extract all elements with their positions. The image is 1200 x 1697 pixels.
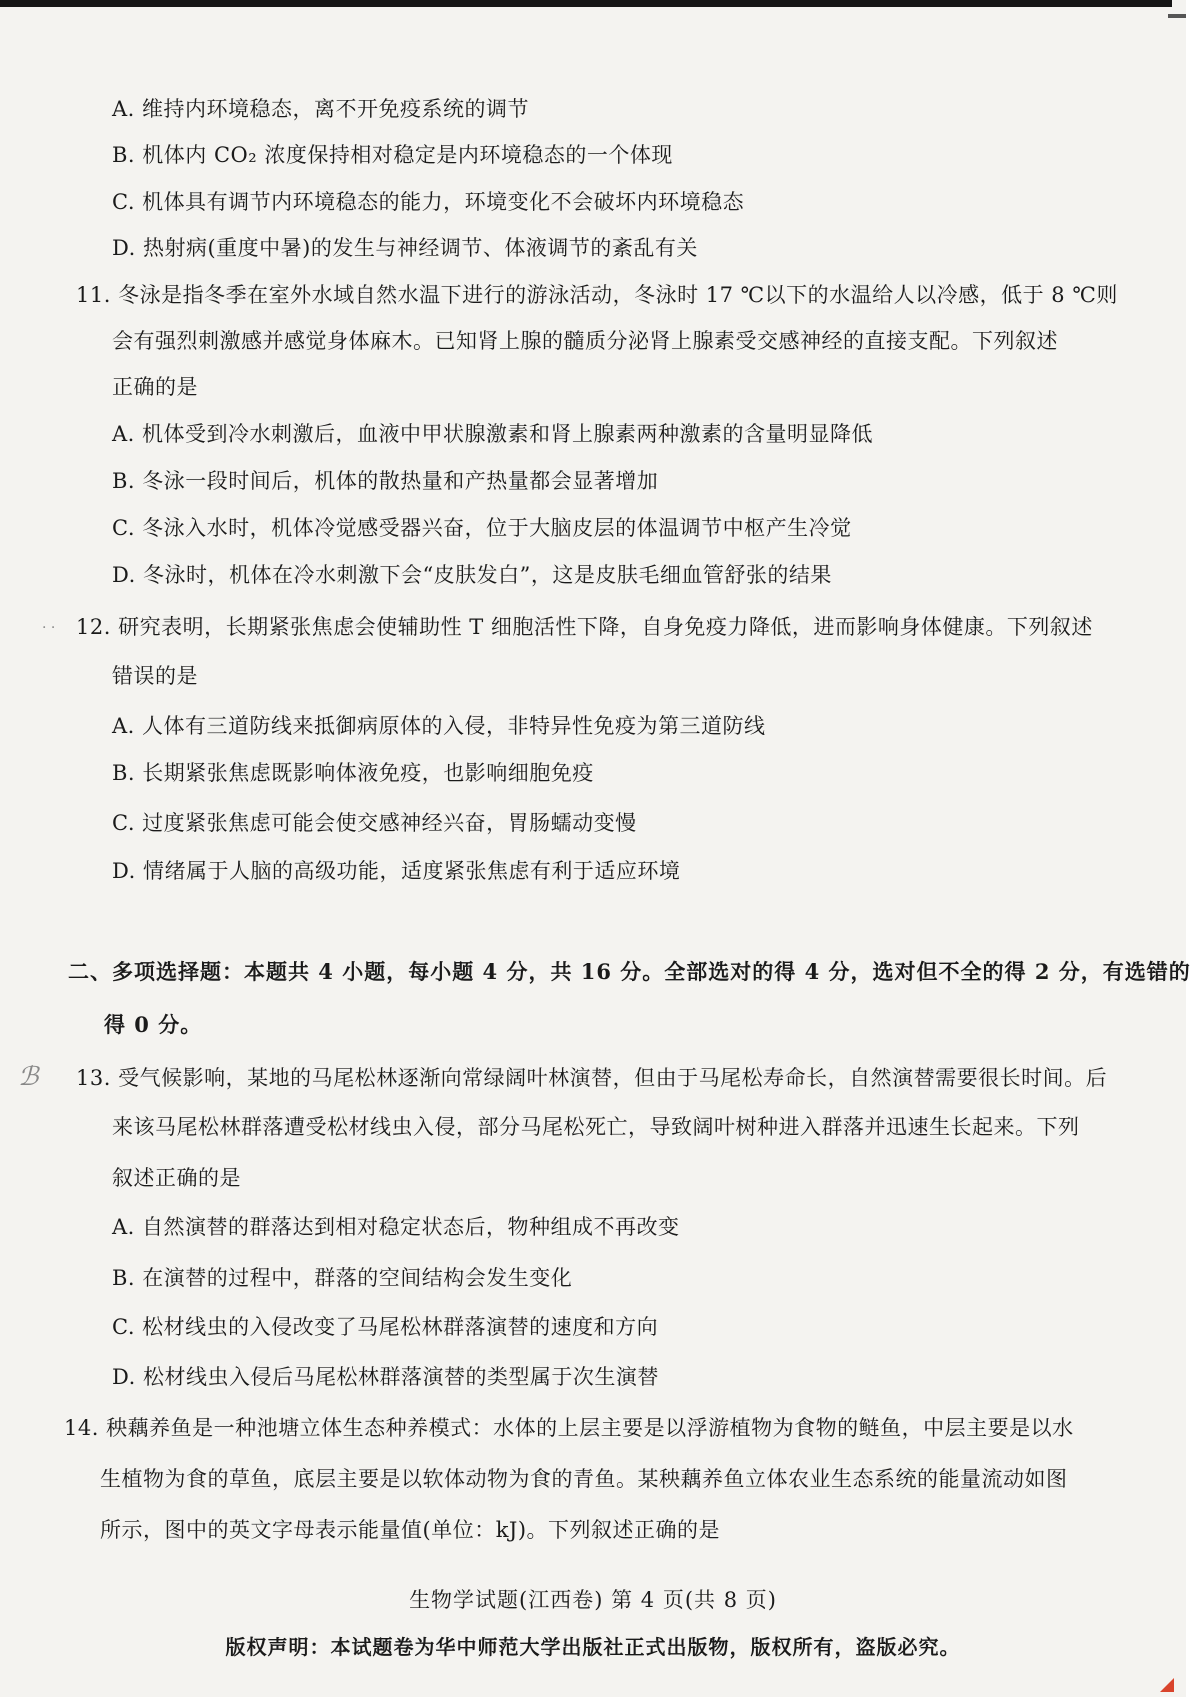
q10-option-a: A. 维持内环境稳态，离不开免疫系统的调节 xyxy=(112,97,530,121)
q12-stem-line-2: 错误的是 xyxy=(112,664,198,688)
q14-stem-line-2: 生植物为食的草鱼，底层主要是以软体动物为食的青鱼。某秧藕养鱼立体农业生态系统的能量流动如图 xyxy=(100,1467,1068,1491)
margin-handwriting-mark: ℬ xyxy=(18,1062,39,1092)
q12-option-a: A. 人体有三道防线来抵御病原体的入侵，非特异性免疫为第三道防线 xyxy=(112,714,766,738)
q10-option-c: C. 机体具有调节内环境稳态的能力，环境变化不会破坏内环境稳态 xyxy=(112,190,745,214)
q12-stem-line-1: 12. 研究表明，长期紧张焦虑会使辅助性 T 细胞活性下降，自身免疫力降低，进而影响身体健康。下列叙述 xyxy=(76,615,1093,639)
q11-stem-line-2: 会有强烈刺激感并感觉身体麻木。已知肾上腺的髓质分泌肾上腺素受交感神经的直接支配。下列叙述 xyxy=(112,329,1058,353)
q12-option-d: D. 情绪属于人脑的高级功能，适度紧张焦虑有利于适应环境 xyxy=(112,859,681,883)
q13-option-a: A. 自然演替的群落达到相对稳定状态后，物种组成不再改变 xyxy=(112,1215,680,1239)
q11-stem-line-1: 11. 冬泳是指冬季在室外水域自然水温下进行的游泳活动，冬泳时 17 ℃以下的水温给人以冷感，低于 8 ℃则 xyxy=(76,283,1118,307)
q11-stem-line-3: 正确的是 xyxy=(112,375,198,399)
q11-option-c: C. 冬泳入水时，机体冷觉感受器兴奋，位于大脑皮层的体温调节中枢产生冷觉 xyxy=(112,516,852,540)
q13-option-b: B. 在演替的过程中，群落的空间结构会发生变化 xyxy=(112,1266,573,1290)
q12-option-b: B. 长期紧张焦虑既影响体液免疫，也影响细胞免疫 xyxy=(112,761,594,785)
q11-option-d: D. 冬泳时，机体在冷水刺激下会“皮肤发白”，这是皮肤毛细血管舒张的结果 xyxy=(112,563,832,587)
page-corner-mark xyxy=(1160,1678,1174,1692)
copyright-notice: 版权声明：本试题卷为华中师范大学出版社正式出版物，版权所有，盗版必究。 xyxy=(225,1635,961,1659)
q13-option-d: D. 松材线虫入侵后马尾松林群落演替的类型属于次生演替 xyxy=(112,1365,659,1389)
q10-option-b: B. 机体内 CO₂ 浓度保持相对稳定是内环境稳态的一个体现 xyxy=(112,143,673,167)
margin-dots: · · xyxy=(42,620,56,636)
q14-stem-line-1: 14. 秧藕养鱼是一种池塘立体生态种养模式：水体的上层主要是以浮游植物为食物的鲢鱼，中层主要是以水 xyxy=(64,1416,1074,1440)
q13-stem-line-3: 叙述正确的是 xyxy=(112,1166,241,1190)
q11-option-b: B. 冬泳一段时间后，机体的散热量和产热量都会显著增加 xyxy=(112,469,659,493)
page-footer-title: 生物学试题(江西卷) 第 4 页(共 8 页) xyxy=(409,1588,777,1612)
section2-heading-line-2: 得 0 分。 xyxy=(104,1012,203,1037)
q13-stem-line-1: 13. 受气候影响，某地的马尾松林逐渐向常绿阔叶林演替，但由于马尾松寿命长，自然演替需要很长时间。后 xyxy=(76,1066,1108,1090)
q13-stem-line-2: 来该马尾松林群落遭受松材线虫入侵，部分马尾松死亡，导致阔叶树种进入群落并迅速生长起来。下列 xyxy=(112,1115,1080,1139)
q11-option-a: A. 机体受到冷水刺激后，血液中甲状腺激素和肾上腺素两种激素的含量明显降低 xyxy=(112,422,874,446)
page-right-edge xyxy=(1186,0,1200,1697)
q10-option-d: D. 热射病(重度中暑)的发生与神经调节、体液调节的紊乱有关 xyxy=(112,236,698,260)
q13-option-c: C. 松材线虫的入侵改变了马尾松林群落演替的速度和方向 xyxy=(112,1315,659,1339)
section2-heading-line-1: 二、多项选择题：本题共 4 小题，每小题 4 分，共 16 分。全部选对的得 4 分，选对但不全的得 2 分，有选错的 xyxy=(68,959,1191,984)
q14-stem-line-3: 所示，图中的英文字母表示能量值(单位：kJ)。下列叙述正确的是 xyxy=(100,1518,721,1542)
q12-option-c: C. 过度紧张焦虑可能会使交感神经兴奋，胃肠蠕动变慢 xyxy=(112,811,637,835)
